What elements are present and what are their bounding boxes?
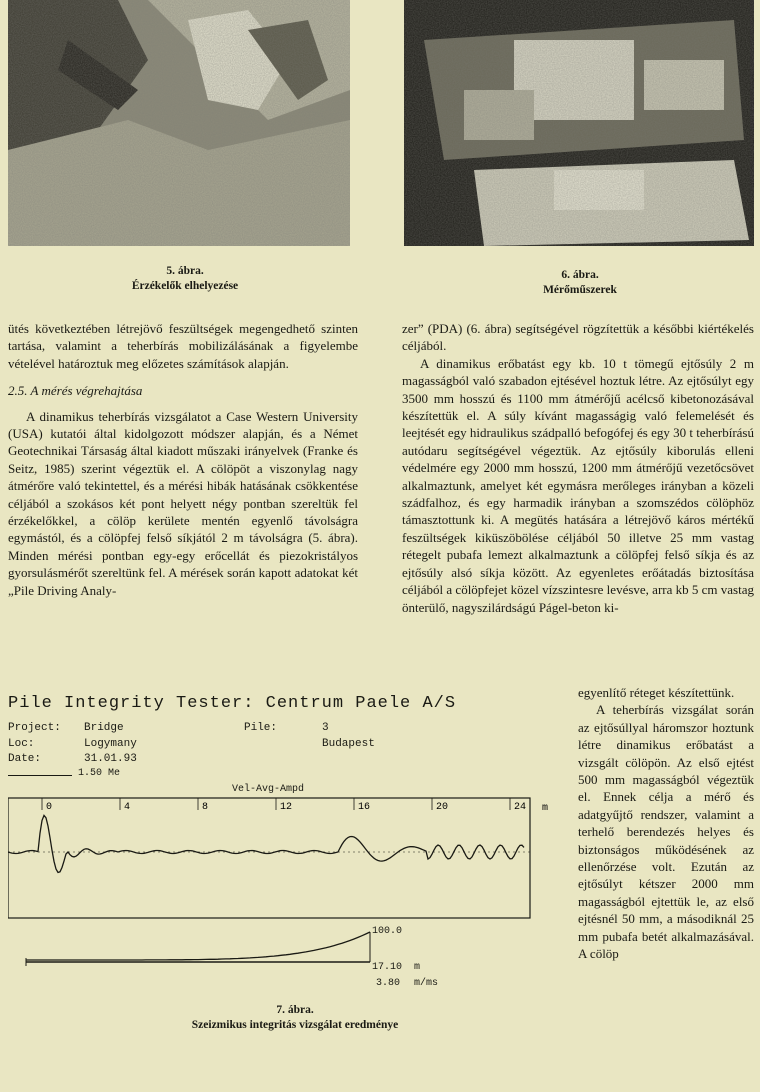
date-value: 31.01.93 <box>84 753 137 765</box>
x-tick-label: 24 <box>514 802 527 813</box>
loc-label: Loc: <box>8 738 35 750</box>
plot-frame <box>8 798 530 918</box>
loc-value: Logymany <box>84 738 137 750</box>
figure-7-title: Szeizmikus integritás vizsgálat eredménye <box>191 1019 399 1031</box>
left-column <box>8 320 358 599</box>
pile-label: Pile: <box>244 722 278 734</box>
curve-bot-unit: m/ms <box>414 978 439 989</box>
scale-bar <box>8 775 72 776</box>
left-paragraph-2: A dinamikus teherbírás vizsgálatot a Case Western University (USA) kutatói által kidolgozott módszer alapján, és a Német Geotechnikai Társaság által kiadott műszaki irányelvek (Franke és Seitz, 1985) szerint végeztük el. A cölöpöt a viszonylag nagy átmérőre való tekintettel, és a mérési hibák hatásának csökkentése céljából a szokásos két pont helyett négy pontban szereltük fel érzékelőkkel, a cölöp kerülete mentén egyenlő távolságra egymástól, és a cölöpfej felső síkjától 2 m távolságra (5. ábra). Minden mérési pontban egy-egy erőcellát és piezokristályos gyorsulásmérőt szereltünk fel. A mérések során kapott adatokat két „Pile Driving Analy- <box>8 408 358 598</box>
x-tick-label: 12 <box>280 802 293 813</box>
figure-6-title: Mérőműszerek <box>543 284 617 296</box>
figure-6-number: 6. ábra. <box>561 269 599 281</box>
x-tick-label: 4 <box>124 802 131 813</box>
right-paragraph-2: A dinamikus erőbatást egy kb. 10 t tömegű ejtősúly 2 m magasságból való szabadon ejtésével hoztuk létre. Az ejtősúlyt egy 3500 mm hosszú és 1100 mm átmérőjű acélcső kibetonozásával készítettük el. A súly kívánt magasságig való felemelését és leejtését egy hidraulikus szádpalló befogófej és egy 30 t teherbírású autódaru segítségével végeztük. Az ejtősúly kiborulás elleni védelmére egy 2000 mm hosszú, 1200 mm átmérőjű vezetőcsövet alkalmaztunk, amelyet két egymásra merőleges irányban a közeli szádfalhoz, és egy harmadik irányban a szomszédos cölöphöz támasztottunk ki. A megütés hatására a létrejövő káros mértékű feszültségek kiküszöbölése céljából 50 illetve 25 mm vastag rétegelt pubafa lemezt alkalmaztunk a cölöpfej felső síkja és az ejtősúly alsó síkja között. Az egyenletes erőátadás biztosítása céljából a cölöpfejet közel vízszintesre levésve, arra kb 5 cm vastag önterülő, nagyszilárdságú Págel-beton ki- <box>402 355 754 615</box>
x-tick-label: 0 <box>46 802 53 813</box>
figure-6-photo <box>404 0 754 246</box>
project-label: Project: <box>8 722 61 734</box>
date-label: Date: <box>8 753 42 765</box>
figure-5-photo <box>8 0 350 246</box>
figure-7-caption <box>150 1003 440 1033</box>
right-column <box>402 320 754 616</box>
section-heading: 2.5. A mérés végrehajtása <box>8 383 143 399</box>
x-tick-label: 20 <box>436 802 449 813</box>
curve-mid-unit: m <box>414 962 421 973</box>
right-paragraph-1: zer” (PDA) (6. ábra) segítségével rögzítettük a későbbi kiértékelés céljából. <box>402 321 754 354</box>
loc-city: Budapest <box>322 738 375 750</box>
x-tick-label: 8 <box>202 802 209 813</box>
trace-label: Vel-Avg-Ampd <box>232 784 305 795</box>
curve-top-value: 100.0 <box>372 926 403 937</box>
curve-bot-value: 3.80 <box>376 978 401 989</box>
curve-mid-value: 17.10 <box>372 962 403 973</box>
left-paragraph-1: ütés következtében létrejövő feszültségek megengedhető szinten tartása, valamint a teherbírás mobilizálásának a figyelembe vételével határoztuk meg előzetes számítások alapján. <box>8 321 358 371</box>
figure-5-caption <box>95 264 275 294</box>
pile-value: 3 <box>322 722 329 734</box>
impedance-curve <box>26 932 370 960</box>
velocity-trace <box>8 815 524 872</box>
x-tick-label: 16 <box>358 802 371 813</box>
narrow-column <box>578 684 754 963</box>
figure-5-number: 5. ábra. <box>166 265 204 277</box>
narrow-paragraph-1: egyenlítő réteget készítettünk. <box>578 685 735 700</box>
pit-title: Pile Integrity Tester: Centrum Paele A/S <box>8 694 457 713</box>
project-value: Bridge <box>84 722 124 734</box>
figure-7-number: 7. ábra. <box>276 1004 314 1016</box>
figure-5-title: Érzékelők elhelyezése <box>131 280 239 292</box>
figure-6-caption <box>490 268 670 298</box>
velocity-trace-chart <box>8 796 568 972</box>
narrow-paragraph-2: A teherbírás vizsgálat során az ejtősúllyal háromszor hoztunk létre dinamikus erőbatást a vizsgált cölöpön. Az első ejtést 500 mm magasságból végeztük el. Ennek célja a mérő és adatgyűjtő rendszer, valamint a terhelő berendezés helyes és biztonságos működésének az ellenőrzése volt. Ezután az ejtősúlyt kétszer 2000 mm magasságból ejtettük le, az első ejtésnél 50 mm, a másodiknál 25 mm pubafa betét alkalmazásával. A cölöp <box>578 702 754 962</box>
scale-label: 1.50 Me <box>78 768 121 779</box>
m-axis-label: m <box>542 803 549 814</box>
